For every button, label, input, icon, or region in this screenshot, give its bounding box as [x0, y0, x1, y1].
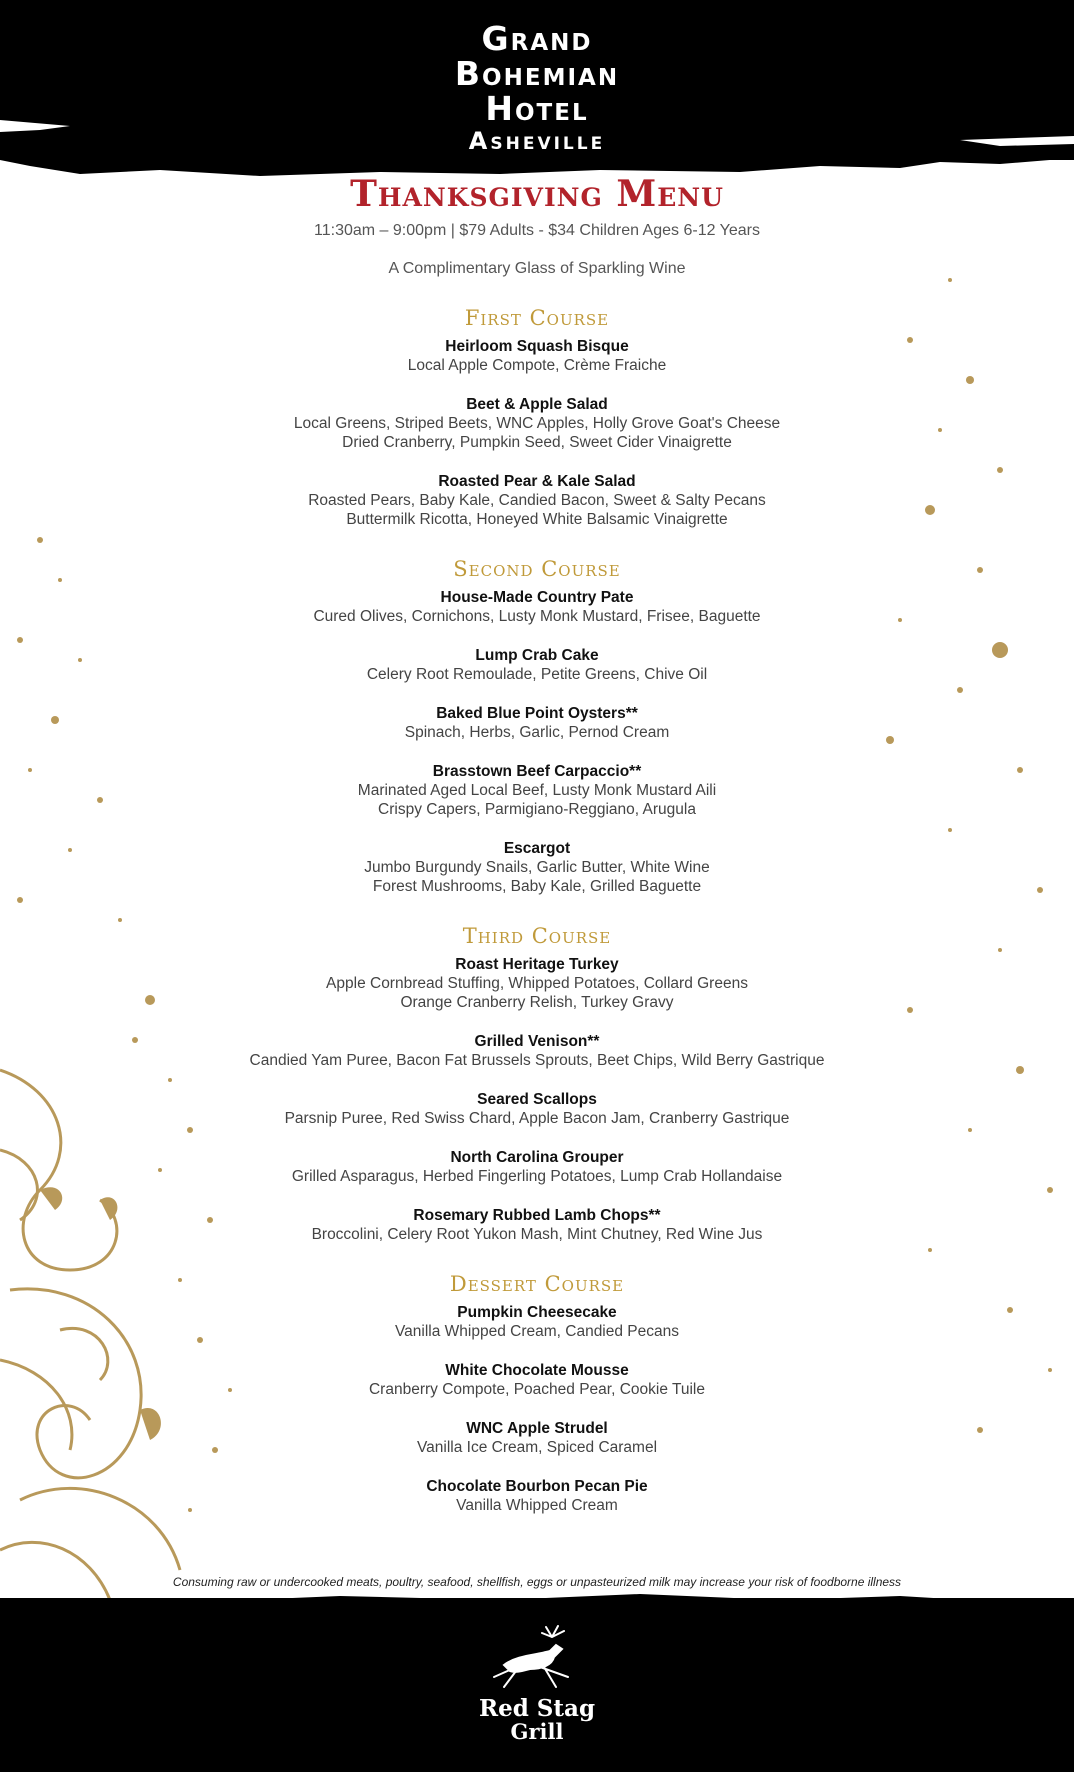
dish-description: Celery Root Remoulade, Petite Greens, Chive Oil: [366, 666, 708, 683]
stag-icon: [482, 1625, 592, 1695]
menu-content: [0, 173, 1074, 1535]
dish-name: Seared Scallops: [477, 1091, 597, 1108]
dish-name: Grilled Venison**: [474, 1033, 600, 1050]
menu-item: [0, 472, 1074, 529]
brand-line-bohemian: Bohemian: [454, 54, 620, 93]
dish-description: Vanilla Whipped Cream, Candied Pecans: [394, 1323, 680, 1340]
dish-description: Marinated Aged Local Beef, Lusty Monk Mustard Aili: [357, 782, 717, 799]
dish-name: Heirloom Squash Bisque: [445, 338, 629, 355]
dish-description: Roasted Pears, Baby Kale, Candied Bacon, Sweet & Salty Pecans: [308, 492, 766, 509]
dish-description: Grilled Asparagus, Herbed Fingerling Potatoes, Lump Crab Hollandaise: [291, 1168, 783, 1185]
dish-description: Apple Cornbread Stuffing, Whipped Potatoes, Collard Greens: [326, 975, 748, 992]
dish-description: Orange Cranberry Relish, Turkey Gravy: [400, 994, 674, 1011]
brand-line-hotel: Hotel: [485, 89, 589, 128]
menu-item: [0, 395, 1074, 452]
dish-name: Baked Blue Point Oysters**: [436, 705, 638, 722]
complimentary-note: A Complimentary Glass of Sparkling Wine: [388, 260, 686, 277]
menu-item: [0, 1090, 1074, 1128]
dish-name: Roast Heritage Turkey: [455, 956, 619, 973]
dish-name: Rosemary Rubbed Lamb Chops**: [413, 1207, 661, 1224]
brand-city: Asheville: [468, 127, 606, 155]
dish-description: Forest Mushrooms, Baby Kale, Grilled Baguette: [372, 878, 702, 895]
course-heading: Third Course: [462, 924, 612, 948]
dish-name: Brasstown Beef Carpaccio**: [432, 763, 642, 780]
dish-description: Jumbo Burgundy Snails, Garlic Butter, White Wine: [364, 859, 710, 876]
hotel-logo: [0, 19, 1074, 155]
menu-item: [0, 1477, 1074, 1515]
dish-description: Local Greens, Striped Beets, WNC Apples, Holly Grove Goat's Cheese: [293, 415, 781, 432]
dish-description: Parsnip Puree, Red Swiss Chard, Apple Bacon Jam, Cranberry Gastrique: [284, 1110, 790, 1127]
dish-description: Crispy Capers, Parmigiano-Reggiano, Arugula: [378, 801, 696, 818]
menu-item: [0, 762, 1074, 819]
dish-description: Buttermilk Ricotta, Honeyed White Balsamic Vinaigrette: [346, 511, 728, 528]
dish-name: White Chocolate Mousse: [445, 1362, 629, 1379]
menu-item: [0, 588, 1074, 626]
dish-description: Cranberry Compote, Poached Pear, Cookie Tuile: [368, 1381, 705, 1398]
dish-description: Broccolini, Celery Root Yukon Mash, Mint Chutney, Red Wine Jus: [311, 1226, 763, 1243]
course-heading: First Course: [464, 306, 610, 330]
menu-item: [0, 1148, 1074, 1186]
dish-name: Roasted Pear & Kale Salad: [438, 473, 636, 490]
brand-line-grand: Grand: [481, 19, 593, 58]
menu-item: [0, 337, 1074, 375]
course-heading: Second Course: [453, 557, 621, 581]
logo-line-red-stag: Red Stag: [478, 1695, 596, 1722]
dish-name: Lump Crab Cake: [475, 647, 599, 664]
menu-item: [0, 1032, 1074, 1070]
dish-description: Candied Yam Puree, Bacon Fat Brussels Sprouts, Beet Chips, Wild Berry Gastrique: [249, 1052, 825, 1069]
dish-name: Chocolate Bourbon Pecan Pie: [426, 1478, 648, 1495]
dish-description: Dried Cranberry, Pumpkin Seed, Sweet Cider Vinaigrette: [342, 434, 732, 451]
dish-name: Pumpkin Cheesecake: [457, 1304, 617, 1321]
course-heading: Dessert Course: [449, 1272, 625, 1296]
dish-name: Escargot: [503, 840, 571, 857]
menu-item: [0, 1206, 1074, 1244]
dish-description: Cured Olives, Cornichons, Lusty Monk Mustard, Frisee, Baguette: [313, 608, 761, 625]
menu-item: [0, 1303, 1074, 1341]
menu-item: [0, 1361, 1074, 1399]
menu-title: Thanksgiving Menu: [350, 173, 724, 215]
dish-name: House-Made Country Pate: [440, 589, 634, 606]
hours-pricing: 11:30am – 9:00pm | $79 Adults - $34 Children Ages 6-12 Years: [314, 222, 760, 239]
dish-description: Vanilla Whipped Cream: [456, 1497, 618, 1514]
dish-description: Spinach, Herbs, Garlic, Pernod Cream: [404, 724, 670, 741]
menu-item: [0, 1419, 1074, 1457]
dish-name: North Carolina Grouper: [450, 1149, 624, 1166]
menu-item: [0, 839, 1074, 896]
menu-item: [0, 646, 1074, 684]
red-stag-grill-logo: [0, 1625, 1074, 1743]
food-safety-disclaimer: Consuming raw or undercooked meats, poultry, seafood, shellfish, eggs or unpasteurized milk may increase your risk of foodborne illness: [172, 1575, 902, 1589]
dish-name: WNC Apple Strudel: [466, 1420, 608, 1437]
menu-item: [0, 704, 1074, 742]
logo-line-grill: Grill: [510, 1719, 564, 1744]
menu-item: [0, 955, 1074, 1012]
dish-name: Beet & Apple Salad: [466, 396, 608, 413]
courses-list: [0, 308, 1074, 1515]
dish-description: Vanilla Ice Cream, Spiced Caramel: [416, 1439, 658, 1456]
dish-description: Local Apple Compote, Crème Fraiche: [407, 357, 667, 374]
